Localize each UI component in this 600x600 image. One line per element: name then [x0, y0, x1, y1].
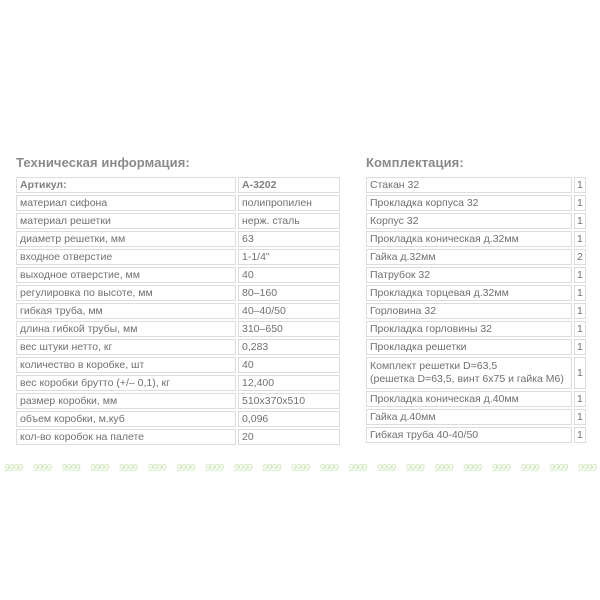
divider-wave-mark: 9999	[290, 463, 310, 474]
table-row	[366, 409, 586, 425]
table-row	[366, 177, 586, 193]
row-value: 0,283	[238, 339, 340, 355]
row-value: 40	[238, 357, 340, 373]
kit-item-name: Прокладка решетки	[366, 339, 572, 355]
table-row	[16, 231, 340, 247]
kit-item-name: Прокладка коническая д.40мм	[366, 391, 572, 407]
table-row	[366, 285, 586, 301]
divider-wave-mark: 9999	[204, 463, 224, 474]
kit-item-name: Стакан 32	[366, 177, 572, 193]
row-value: 310–650	[238, 321, 340, 337]
divider-wave-mark: 9999	[520, 463, 539, 474]
kit-title: Комплектация:	[366, 155, 464, 170]
divider-wave-mark: 9999	[348, 463, 367, 474]
table-row	[16, 429, 340, 445]
decorative-divider	[0, 462, 600, 476]
kit-item-qty: 1	[574, 267, 586, 283]
kit-item-name: Гайка д.32мм	[366, 249, 572, 265]
kit-item-name: Прокладка торцевая д.32мм	[366, 285, 572, 301]
row-value: полипропилен	[238, 195, 340, 211]
table-row	[366, 339, 586, 355]
table-row	[16, 267, 340, 283]
divider-wave-mark: 9999	[4, 463, 23, 474]
kit-item-qty: 1	[574, 213, 586, 229]
row-value: нерж. сталь	[238, 213, 340, 229]
kit-item-name: Патрубок 32	[366, 267, 572, 283]
row-label: входное отверстие	[16, 249, 236, 265]
kit-table	[364, 175, 588, 445]
row-value: 40	[238, 267, 340, 283]
row-label: количество в коробке, шт	[16, 357, 236, 373]
table-row	[16, 195, 340, 211]
divider-wave-mark: 9999	[32, 463, 51, 474]
divider-wave-mark: 9999	[491, 463, 510, 474]
row-label: выходное отверстие, мм	[16, 267, 236, 283]
kit-item-name-line1: Комплект решетки D=63,5	[370, 360, 498, 372]
header-value: А-3202	[238, 177, 340, 193]
row-label: кол-во коробок на палете	[16, 429, 236, 445]
row-label: длина гибкой трубы, мм	[16, 321, 236, 337]
table-row	[16, 393, 340, 409]
kit-item-name: Гайка д.40мм	[366, 409, 572, 425]
table-row	[366, 391, 586, 407]
kit-item-qty: 1	[574, 285, 586, 301]
kit-item-name: Гибкая труба 40-40/50	[366, 427, 572, 443]
table-header-row	[16, 177, 340, 193]
row-label: вес штуки нетто, кг	[16, 339, 236, 355]
kit-item-qty: 1	[574, 391, 586, 407]
kit-item-name-line2: (решетка D=63,5, винт 6х75 и гайка М6)	[370, 373, 564, 385]
table-row	[16, 339, 340, 355]
divider-wave-mark: 9999	[434, 463, 453, 474]
kit-item-name: Корпус 32	[366, 213, 572, 229]
kit-item-qty: 1	[574, 339, 586, 355]
row-label: вес коробки брутто (+/– 0,1), кг	[16, 375, 236, 391]
kit-item-qty: 1	[574, 195, 586, 211]
table-row	[366, 357, 586, 389]
divider-wave-mark: 9999	[176, 463, 195, 474]
kit-item-qty: 1	[574, 427, 586, 443]
table-row	[16, 411, 340, 427]
table-row	[366, 195, 586, 211]
kit-item-qty: 1	[574, 321, 586, 337]
row-label: материал сифона	[16, 195, 236, 211]
table-row	[16, 285, 340, 301]
divider-wave-mark: 9999	[319, 463, 338, 474]
table-row	[16, 249, 340, 265]
row-label: диаметр решетки, мм	[16, 231, 236, 247]
divider-wave-mark: 9999	[90, 463, 109, 474]
divider-wave-mark: 9999	[376, 463, 396, 474]
row-value: 1-1/4"	[238, 249, 340, 265]
row-value: 40–40/50	[238, 303, 340, 319]
table-row	[366, 231, 586, 247]
kit-item-name	[366, 357, 572, 389]
row-label: объем коробки, м.куб	[16, 411, 236, 427]
tech-info-table	[14, 175, 342, 447]
divider-wave-mark: 9999	[262, 463, 281, 474]
kit-item-qty: 1	[574, 231, 586, 247]
divider-wave-mark: 9999	[405, 463, 424, 474]
table-row	[366, 249, 586, 265]
kit-item-qty: 2	[574, 249, 586, 265]
table-row	[366, 213, 586, 229]
kit-item-qty: 1	[574, 357, 586, 389]
kit-item-name: Прокладка корпуса 32	[366, 195, 572, 211]
row-label: размер коробки, мм	[16, 393, 236, 409]
divider-wave-mark: 9999	[233, 463, 252, 474]
row-value: 63	[238, 231, 340, 247]
table-row	[366, 321, 586, 337]
row-label: материал решетки	[16, 213, 236, 229]
table-row	[16, 303, 340, 319]
kit-item-qty: 1	[574, 303, 586, 319]
row-value: 510х370х510	[238, 393, 340, 409]
table-row	[16, 321, 340, 337]
row-label: регулировка по высоте, мм	[16, 285, 236, 301]
kit-item-qty: 1	[574, 409, 586, 425]
tech-info-title: Техническая информация:	[16, 155, 190, 170]
row-value: 0,096	[238, 411, 340, 427]
divider-wave-mark: 9999	[61, 463, 80, 474]
kit-item-qty: 1	[574, 177, 586, 193]
row-value: 12,400	[238, 375, 340, 391]
divider-wave-mark: 9999	[118, 463, 137, 474]
row-label: гибкая труба, мм	[16, 303, 236, 319]
table-row	[366, 303, 586, 319]
row-value: 20	[238, 429, 340, 445]
row-value: 80–160	[238, 285, 340, 301]
table-row	[16, 357, 340, 373]
divider-wave-mark: 9999	[577, 463, 596, 474]
divider-wave-mark: 9999	[463, 463, 482, 474]
header-label: Артикул:	[16, 177, 236, 193]
divider-wave-mark: 9999	[147, 463, 166, 474]
divider-wave-mark: 9999	[549, 463, 568, 474]
table-row	[366, 267, 586, 283]
kit-item-name: Горловина 32	[366, 303, 572, 319]
table-row	[16, 375, 340, 391]
kit-item-name: Прокладка коническая д.32мм	[366, 231, 572, 247]
kit-item-name: Прокладка горловины 32	[366, 321, 572, 337]
table-row	[16, 213, 340, 229]
table-row	[366, 427, 586, 443]
